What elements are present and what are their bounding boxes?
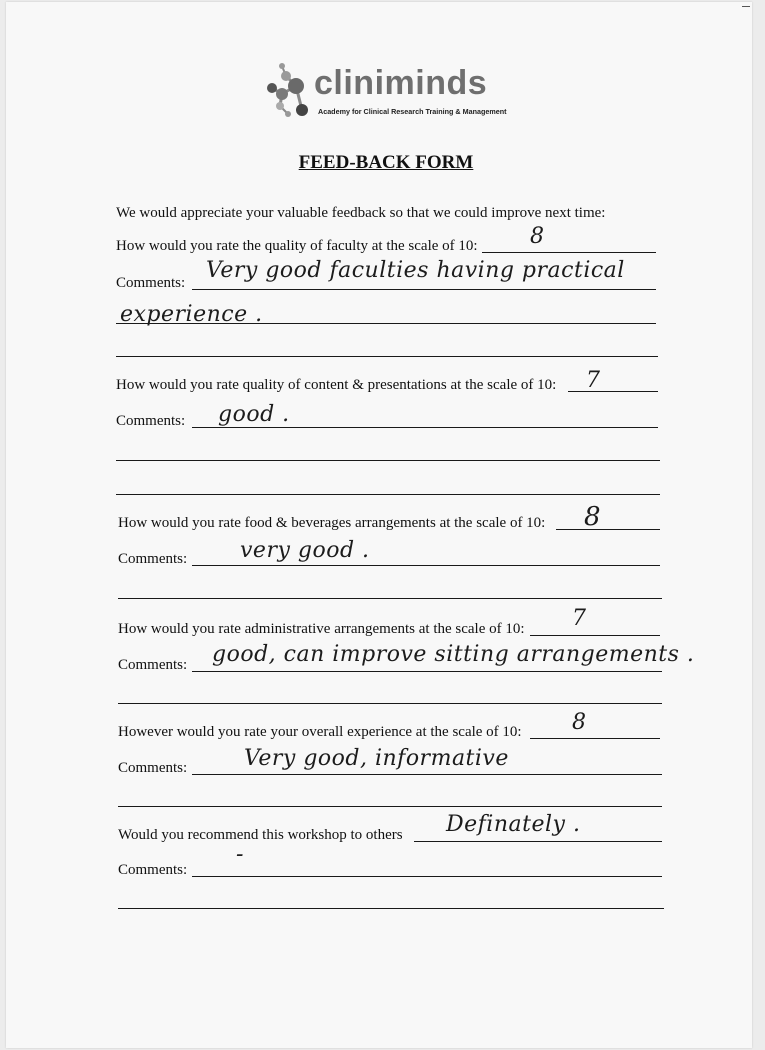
question-3-comment-1[interactable]: very good . [240, 538, 370, 563]
question-6-comment-line-1 [192, 876, 662, 877]
question-2-rating-line [568, 391, 658, 392]
question-2-comment-1[interactable]: good . [218, 402, 290, 427]
question-2-comments-label: Comments: [116, 413, 186, 429]
logo-tagline: Academy for Clinical Research Training & Management [318, 107, 507, 116]
question-5-rating-line [530, 738, 660, 739]
question-6-label: Would you recommend this workshop to others [118, 827, 403, 843]
feedback-form-page [6, 2, 752, 1048]
question-5-comment-1[interactable]: Very good, informative [244, 746, 509, 771]
question-1-comment-1[interactable]: Very good faculties having practical [206, 258, 625, 283]
cliniminds-logo [258, 60, 528, 130]
question-1-label: How would you rate the quality of faculty at the scale of 10: [116, 238, 478, 254]
intro-text: We would appreciate your valuable feedback so that we could improve next time: [116, 205, 606, 221]
question-4-comments-label: Comments: [118, 657, 188, 673]
question-3-comments-label: Comments: [118, 551, 188, 567]
question-4-comment-line-1 [192, 671, 662, 672]
question-3-label: How would you rate food & beverages arrangements at the scale of 10: [118, 515, 546, 531]
question-2-label: How would you rate quality of content & presentations at the scale of 10: [116, 377, 557, 393]
question-2-comment-line-1 [192, 427, 658, 428]
question-4-comment-line-2 [118, 703, 662, 704]
page-edge-mark [742, 6, 750, 7]
question-4-comment-1[interactable]: good, can improve sitting arrangements . [212, 642, 695, 667]
question-1-comment-2[interactable]: experience . [120, 302, 263, 327]
question-6-comment-line-2 [118, 908, 664, 909]
question-1-rating-line [482, 252, 656, 253]
molecule-logo-icon [258, 60, 320, 122]
question-2-comment-line-3 [116, 494, 660, 495]
question-2-comment-line-2 [116, 460, 660, 461]
question-3-comment-line-1 [192, 565, 660, 566]
form-title: FEED-BACK FORM [298, 152, 474, 173]
question-4-rating[interactable]: 7 [572, 606, 587, 631]
question-1-comment-line-3 [116, 356, 658, 357]
question-6-answer-line [414, 841, 662, 842]
question-1-rating[interactable]: 8 [530, 224, 545, 249]
question-1-comments-label: Comments: [116, 275, 186, 291]
question-3-comment-line-2 [118, 598, 662, 599]
question-6-answer[interactable]: Definately . [446, 812, 581, 837]
question-3-rating[interactable]: 8 [584, 502, 602, 532]
question-4-rating-line [530, 635, 660, 636]
question-2-rating[interactable]: 7 [586, 368, 601, 393]
question-5-label: However would you rate your overall experience at the scale of 10: [118, 724, 522, 740]
question-5-comments-label: Comments: [118, 760, 188, 776]
question-6-comments-label: Comments: [118, 862, 188, 878]
question-5-rating[interactable]: 8 [572, 710, 587, 735]
logo-name: cliniminds [314, 64, 488, 102]
question-1-comment-line-1 [192, 289, 656, 290]
question-3-rating-line [556, 529, 660, 530]
question-5-comment-line-1 [192, 774, 662, 775]
question-6-comment-1[interactable]: - [236, 842, 244, 867]
question-4-label: How would you rate administrative arrangements at the scale of 10: [118, 621, 525, 637]
question-5-comment-line-2 [118, 806, 662, 807]
